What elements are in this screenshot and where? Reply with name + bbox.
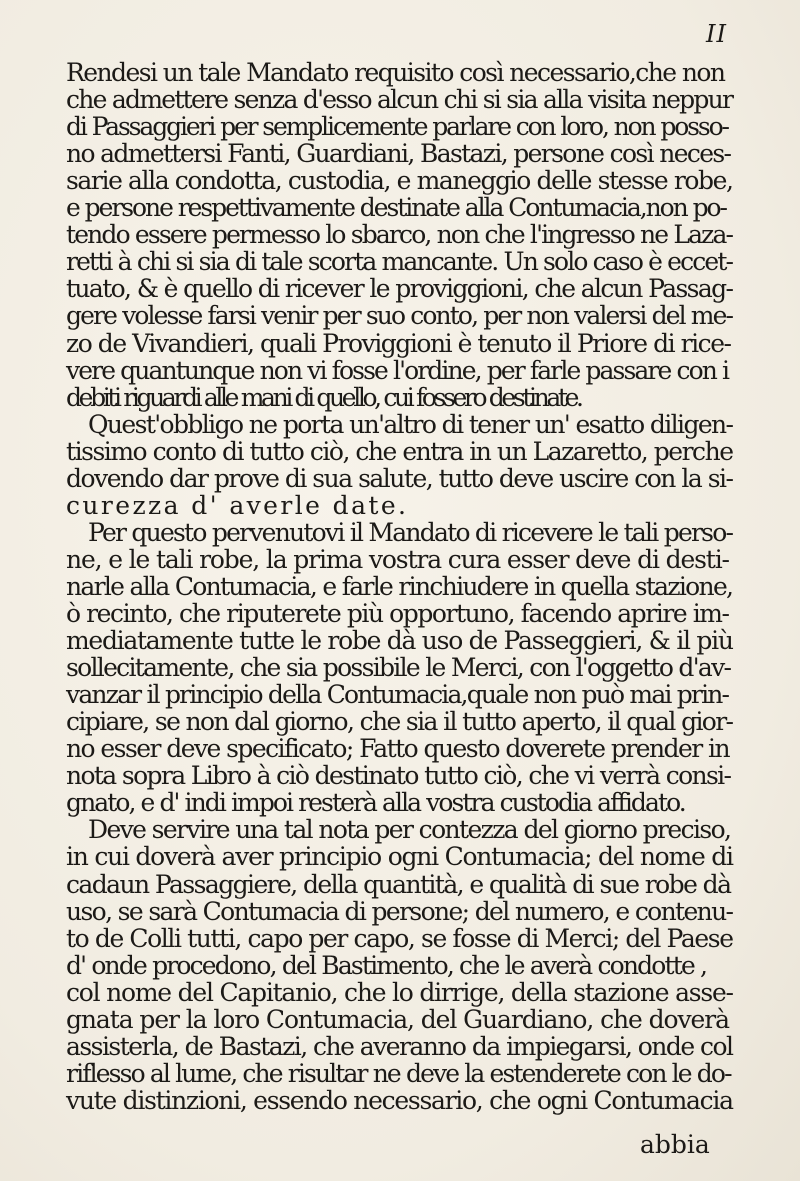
text-line: Quest'obbligo ne porta un'altro di tener un' esatto diligen- bbox=[88, 409, 733, 439]
text-line: gere volesse farsi venir per suo conto, per non valersi del me- bbox=[66, 301, 733, 331]
body-text bbox=[0, 59, 800, 1159]
text-line: sollecitamente, che sia possibile le Merci, con l'oggetto d'av- bbox=[66, 653, 731, 683]
text-line: retti à chi si sia di tale scorta mancante. Un solo caso è eccet- bbox=[66, 247, 733, 277]
text-line: no admettersi Fanti, Guardiani, Bastazi, persone così neces- bbox=[66, 139, 731, 169]
text-line: vute distinzioni, essendo necessario, che ogni Contumacia bbox=[66, 1085, 733, 1115]
text-line: Per questo pervenutovi il Mandato di ricevere le tali perso- bbox=[88, 517, 733, 547]
text-line: tuato, & è quello di ricever le proviggioni, che alcun Passag- bbox=[66, 274, 733, 304]
text-line: di Passaggieri per semplicemente parlare con loro, non posso- bbox=[66, 112, 728, 142]
text-line: curezza d' averle date. bbox=[66, 490, 409, 520]
text-line: ne, e le tali robe, la prima vostra cura esser deve di desti- bbox=[66, 544, 729, 574]
text-line: gnata per la loro Contumacia, del Guardiano, che doverà bbox=[66, 1004, 729, 1034]
text-line: narle alla Contumacia, e farle rinchiudere in quella stazione, bbox=[66, 571, 733, 601]
text-line: col nome del Capitanio, che lo dirrige, della stazione asse- bbox=[66, 977, 733, 1007]
text-line: che admettere senza d'esso alcun chi si sia alla visita neppur bbox=[66, 85, 733, 115]
text-line: in cui doverà aver principio ogni Contumacia; del nome di bbox=[66, 842, 733, 872]
text-line: to de Colli tutti, capo per capo, se fosse di Merci; del Paese bbox=[66, 923, 733, 953]
text-line: assisterla, de Bastazi, che averanno da impiegarsi, onde col bbox=[66, 1031, 733, 1061]
text-line: uso, se sarà Contumacia di persone; del numero, e contenu- bbox=[66, 896, 733, 926]
text-line: dovendo dar prove di sua salute, tutto deve uscire con la si- bbox=[66, 463, 733, 493]
page-number: II bbox=[706, 20, 727, 48]
text-line: nota sopra Libro à ciò destinato tutto ciò, che vi verrà consi- bbox=[66, 761, 731, 791]
text-line: no esser deve specificato; Fatto questo doverete prender in bbox=[66, 734, 730, 764]
text-line: Deve servire una tal nota per contezza del giorno preciso, bbox=[88, 815, 731, 845]
text-line: cadaun Passaggiere, della quantità, e qualità di sue robe dà bbox=[66, 869, 731, 899]
text-line: riflesso al lume, che risultar ne deve la estenderete con le do- bbox=[66, 1058, 731, 1088]
text-line: debiti riguardi alle mani di quello, cui fossero destinate. bbox=[66, 382, 581, 412]
text-line: d' onde procedono, del Bastimento, che le averà condotte , bbox=[66, 950, 707, 980]
text-line: vanzar il principio della Contumacia,quale non può mai prin- bbox=[66, 680, 729, 710]
text-line: vere quantunque non vi fosse l'ordine, per farle passare con i bbox=[66, 355, 729, 385]
text-line: gnato, e d' indi impoi resterà alla vostra custodia affidato. bbox=[66, 788, 685, 818]
text-line: e persone respettivamente destinate alla Contumacia,non po- bbox=[66, 193, 726, 223]
text-line: ò recinto, che riputerete più opportuno, facendo aprire im- bbox=[66, 599, 729, 628]
text-line: Rendesi un tale Mandato requisito così necessario,che non bbox=[66, 58, 725, 87]
text-line: zo de Vivandieri, quali Proviggioni è tenuto il Priore di rice- bbox=[66, 328, 731, 358]
text-line: tissimo conto di tutto ciò, che entra in un Lazaretto, perche bbox=[66, 436, 733, 466]
text-line: sarie alla condotta, custodia, e maneggio delle stesse robe, bbox=[66, 166, 733, 196]
text-line: mediatamente tutte le robe dà uso de Passeggieri, & il più bbox=[66, 626, 733, 656]
catchword: abbia bbox=[640, 1130, 710, 1159]
text-line: cipiare, se non dal giorno, che sia il tutto aperto, il qual gior- bbox=[66, 707, 733, 737]
text-line: tendo essere permesso lo sbarco, non che l'ingresso ne Laza- bbox=[66, 220, 733, 250]
